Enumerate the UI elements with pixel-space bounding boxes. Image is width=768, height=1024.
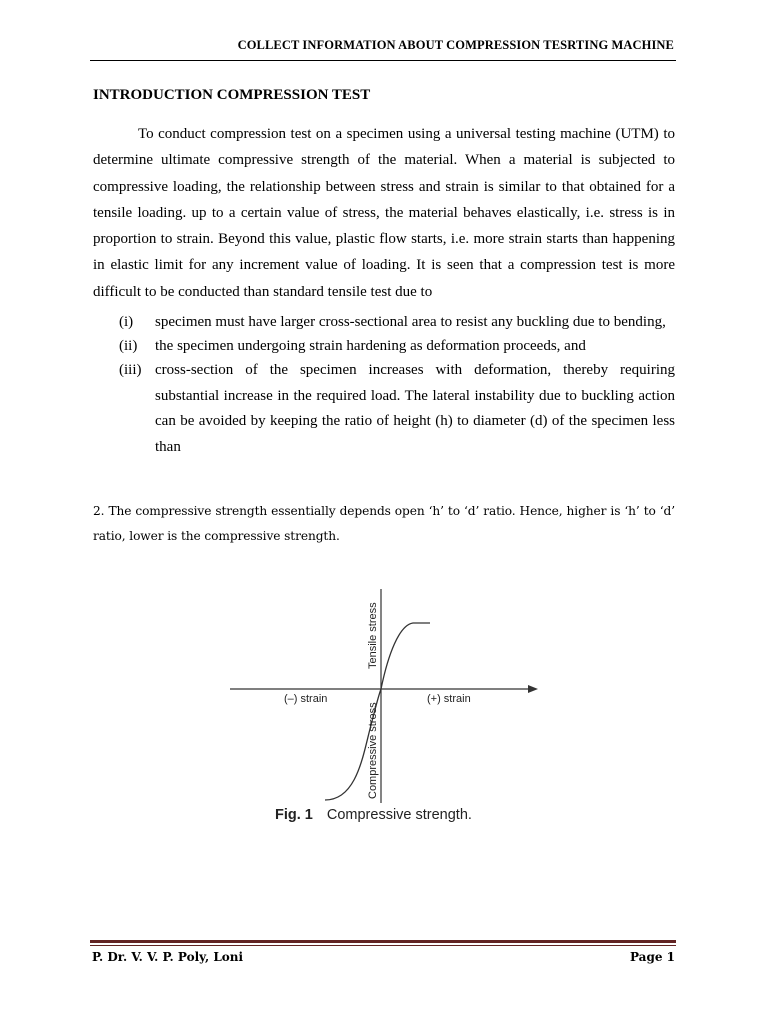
figure-number: Fig. 1 — [275, 807, 313, 823]
list-item — [93, 335, 675, 359]
header-rule — [90, 60, 676, 61]
page-number: Page 1 — [629, 950, 675, 964]
stress-strain-figure — [225, 585, 545, 835]
tensile-stress-label: Tensile stress — [367, 602, 379, 669]
list-item-text: specimen must have larger cross-sectional area to resist any buckling due to bending, — [155, 314, 666, 330]
list-item-number: (ii) — [119, 337, 138, 354]
running-header: COLLECT INFORMATION ABOUT COMPRESSION TESRTING MACHINE — [237, 38, 674, 52]
list-item — [93, 358, 675, 460]
negative-strain-label: (–) strain — [284, 693, 328, 705]
footer-rule — [90, 940, 676, 943]
intro-paragraph: To conduct compression test on a specimen using a universal testing machine (UTM) to determine ultimate compressive strength of the material. When a material is subjected to compressive loading, the relationship between stress and strain is similar to that obtained for a tensile loading. up to a certain value of stress, the material behaves elastically, i.e. stress is in proportion to strain. Beyond this value, plastic flow starts, i.e. more strain starts than happening in elastic limit for any increment value of loading. It is seen that a compression test is more difficult to be conducted than standard tensile test due to — [93, 126, 675, 300]
list-item — [93, 311, 675, 335]
list-item-text: the specimen undergoing strain hardening as deformation proceeds, and — [155, 337, 586, 354]
figure-caption-text: Compressive strength. — [326, 807, 472, 823]
strain-axis-arrow-icon — [528, 685, 538, 693]
positive-strain-label: (+) strain — [427, 693, 471, 705]
figure-caption — [275, 807, 472, 823]
list-item-text: cross-section of the specimen increases with deformation, thereby requiring substantial increase in the required load. The lateral instability due to buckling action can be avoided by keeping the ratio of height (h) to diameter (d) of the specimen less than — [155, 362, 675, 455]
stress-strain-diagram — [225, 585, 545, 810]
list-item-number: (iii) — [119, 362, 142, 379]
footer-institution: P. Dr. V. V. P. Poly, Loni — [92, 950, 244, 964]
footer-rule-thin — [90, 945, 676, 946]
list-item-number: (i) — [119, 314, 134, 330]
compressive-stress-label: Compressive stress — [367, 702, 379, 799]
ratio-note-paragraph: 2. The compressive strength essentially depends open ‘h’ to ‘d’ ratio. Hence, higher is ‘h’ to ‘d’ ratio, lower is the compressive strength. — [93, 504, 675, 543]
section-heading: INTRODUCTION COMPRESSION TEST — [93, 87, 371, 103]
reason-list — [93, 311, 675, 460]
